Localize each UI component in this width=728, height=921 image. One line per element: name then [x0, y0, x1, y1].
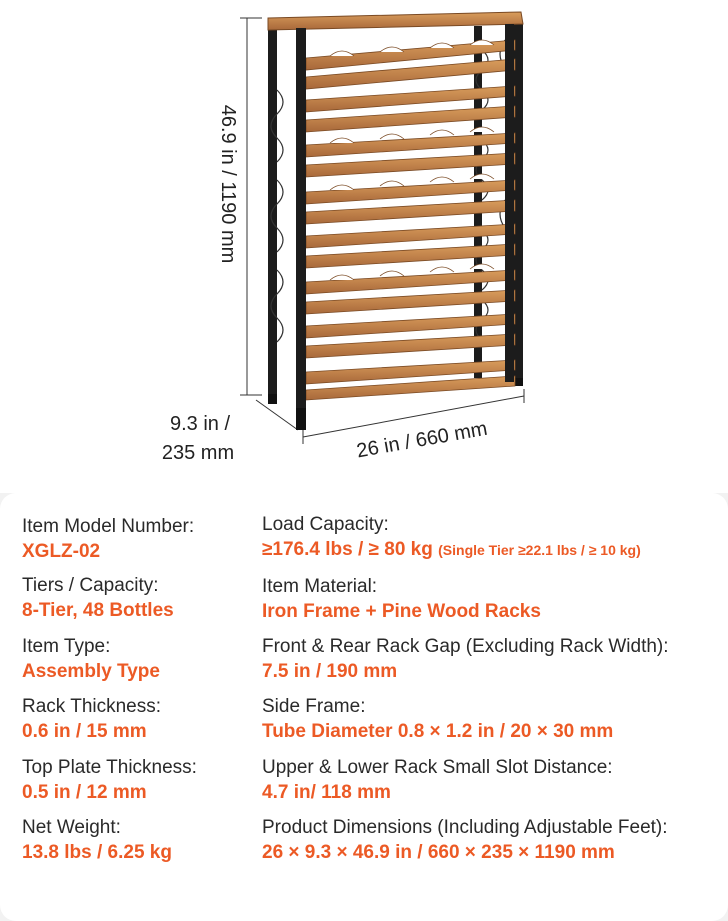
spec-rack-thickness [22, 697, 161, 741]
spec-value: 8-Tier, 48 Bottles [22, 600, 174, 621]
spec-label: Front & Rear Rack Gap (Excluding Rack Width): [262, 636, 669, 657]
height-label: 46.9 in / 1190 mm [217, 104, 239, 264]
height-dimension-line [240, 18, 262, 395]
specifications-card [0, 493, 728, 921]
spec-label: Product Dimensions (Including Adjustable Feet): [262, 817, 668, 838]
spec-label: Item Model Number: [22, 516, 195, 537]
spec-value: XGLZ-02 [22, 541, 101, 562]
depth-label-line2: 235 mm [161, 442, 235, 464]
spec-label: Load Capacity: [262, 514, 389, 535]
spec-label: Upper & Lower Rack Small Slot Distance: [262, 757, 613, 778]
wood-racks [306, 40, 515, 400]
depth-label-line1: 9.3 in / [169, 413, 231, 435]
spec-value [262, 540, 641, 559]
spec-value: Assembly Type [22, 661, 160, 682]
spec-label: Item Material: [262, 576, 378, 597]
spec-value: 0.5 in / 12 mm [22, 782, 147, 803]
spec-label: Rack Thickness: [22, 696, 162, 717]
spec-label: Tiers / Capacity: [22, 575, 159, 596]
spec-label: Item Type: [22, 636, 111, 657]
spec-value-main: ≥176.4 lbs / ≥ 80 kg [262, 539, 433, 560]
spec-top-plate-thickness [22, 758, 197, 802]
spec-value: 7.5 in / 190 mm [262, 661, 398, 682]
spec-model-number [22, 517, 194, 561]
spec-value: 13.8 lbs / 6.25 kg [22, 842, 172, 863]
width-label: 26 in / 660 mm [354, 417, 490, 463]
spec-value: Iron Frame + Pine Wood Racks [262, 601, 541, 622]
spec-rack-gap [262, 637, 669, 681]
spec-item-material [262, 577, 541, 621]
spec-side-frame [262, 697, 613, 741]
spec-product-dimensions [262, 818, 668, 862]
spec-load-capacity [262, 515, 641, 559]
top-plate [268, 12, 523, 30]
spec-label: Net Weight: [22, 817, 121, 838]
spec-label: Top Plate Thickness: [22, 757, 197, 778]
spec-slot-distance [262, 758, 613, 802]
spec-value: Tube Diameter 0.8 × 1.2 in / 20 × 30 mm [262, 721, 614, 742]
depth-dimension-line [256, 400, 298, 430]
spec-label: Side Frame: [262, 696, 366, 717]
spec-value: 4.7 in/ 118 mm [262, 782, 391, 803]
spec-value: 26 × 9.3 × 46.9 in / 660 × 235 × 1190 mm [262, 842, 615, 863]
spec-value-note: (Single Tier ≥22.1 lbs / ≥ 10 kg) [438, 542, 641, 558]
spec-value: 0.6 in / 15 mm [22, 721, 147, 742]
spec-net-weight [22, 818, 172, 862]
spec-tiers-capacity [22, 576, 174, 620]
spec-item-type [22, 637, 160, 681]
